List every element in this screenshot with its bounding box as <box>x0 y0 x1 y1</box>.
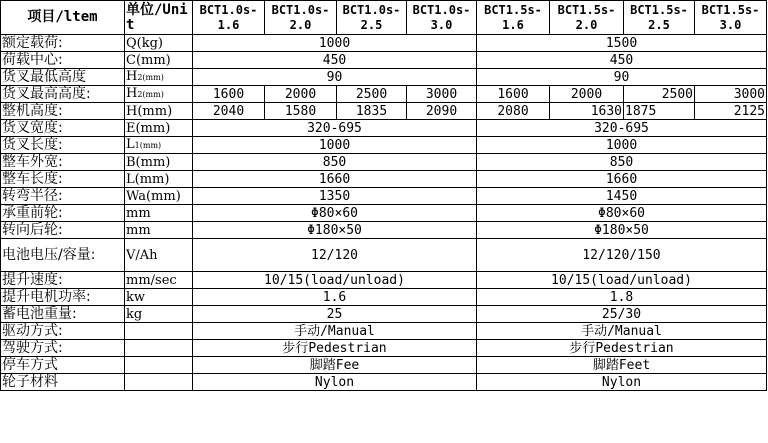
header-model: BCT1.0s-3.0 <box>407 1 477 35</box>
header-model: BCT1.5s-3.0 <box>695 1 767 35</box>
row-fork-length <box>1 137 767 154</box>
header-unit: 单位/Unit <box>125 1 193 35</box>
value-cell: 2040 <box>193 103 265 120</box>
value-cell: 2125 <box>695 103 767 120</box>
unit-sub: 2(mm) <box>137 73 164 82</box>
row-max-fork-height <box>1 86 767 103</box>
row-rear-wheel <box>1 222 767 239</box>
row-label: 驾驶方式: <box>1 340 125 357</box>
value-15t: 1500 <box>477 35 767 52</box>
row-label: 停车方式 <box>1 357 125 374</box>
value-cell: 2080 <box>477 103 550 120</box>
row-unit <box>125 86 193 103</box>
value-1t: Nylon <box>193 374 477 391</box>
header-row <box>1 1 767 35</box>
row-unit: V/Ah <box>125 239 193 272</box>
row-overall-length <box>1 171 767 188</box>
row-fork-width <box>1 120 767 137</box>
value-cell: 3000 <box>695 86 767 103</box>
row-label: 转向后轮: <box>1 222 125 239</box>
value-1t: 12/120 <box>193 239 477 272</box>
value-15t: 320-695 <box>477 120 767 137</box>
value-15t: 脚踏Feet <box>477 357 767 374</box>
row-label: 驱动方式: <box>1 323 125 340</box>
value-15t: 1450 <box>477 188 767 205</box>
value-cell: 1630 <box>550 103 624 120</box>
row-unit: kw <box>125 289 193 306</box>
row-label: 蓄电池重量: <box>1 306 125 323</box>
row-unit: kg <box>125 306 193 323</box>
row-battery <box>1 239 767 272</box>
header-model: BCT1.5s-2.0 <box>550 1 624 35</box>
value-cell: 2500 <box>624 86 695 103</box>
value-1t: Φ180×50 <box>193 222 477 239</box>
value-cell: 2500 <box>337 86 407 103</box>
row-label: 额定载荷: <box>1 35 125 52</box>
row-unit <box>125 323 193 340</box>
row-unit: H(mm) <box>125 103 193 120</box>
row-unit: Wa(mm) <box>125 188 193 205</box>
value-15t: 步行Pedestrian <box>477 340 767 357</box>
row-label: 承重前轮: <box>1 205 125 222</box>
row-operation-mode <box>1 340 767 357</box>
row-label: 货叉最低高度 <box>1 69 125 86</box>
value-cell: 2000 <box>550 86 624 103</box>
row-label: 轮子材料 <box>1 374 125 391</box>
row-unit <box>125 374 193 391</box>
row-lift-speed <box>1 272 767 289</box>
header-model: BCT1.5s-1.6 <box>477 1 550 35</box>
value-cell: 3000 <box>407 86 477 103</box>
row-label: 整机高度: <box>1 103 125 120</box>
row-rated-load <box>1 35 767 52</box>
header-model: BCT1.0s-2.0 <box>265 1 337 35</box>
value-15t: 1660 <box>477 171 767 188</box>
value-1t: 10/15(load/unload) <box>193 272 477 289</box>
row-battery-weight <box>1 306 767 323</box>
value-1t: 850 <box>193 154 477 171</box>
value-cell: 1600 <box>193 86 265 103</box>
value-cell: 2090 <box>407 103 477 120</box>
row-unit: C(mm) <box>125 52 193 69</box>
value-1t: 25 <box>193 306 477 323</box>
unit-sub: 1(mm) <box>134 141 162 150</box>
row-front-wheel <box>1 205 767 222</box>
value-cell: 1580 <box>265 103 337 120</box>
row-unit: E(mm) <box>125 120 193 137</box>
row-label: 转弯半径: <box>1 188 125 205</box>
row-unit: mm/sec <box>125 272 193 289</box>
value-1t: 步行Pedestrian <box>193 340 477 357</box>
value-15t: 1000 <box>477 137 767 154</box>
value-15t: 手动/Manual <box>477 323 767 340</box>
header-model: BCT1.0s-2.5 <box>337 1 407 35</box>
value-15t: 90 <box>477 69 767 86</box>
row-unit: mm <box>125 222 193 239</box>
row-label: 整车外宽: <box>1 154 125 171</box>
row-label: 整车长度: <box>1 171 125 188</box>
row-drive-mode <box>1 323 767 340</box>
row-unit: B(mm) <box>125 154 193 171</box>
header-item: 项目/ltem <box>1 1 125 35</box>
row-overall-height <box>1 103 767 120</box>
value-15t: Φ180×50 <box>477 222 767 239</box>
row-unit: Q(kg) <box>125 35 193 52</box>
value-1t: 1.6 <box>193 289 477 306</box>
row-label: 电池电压/容量: <box>1 239 125 272</box>
header-model: BCT1.0s-1.6 <box>193 1 265 35</box>
row-overall-width <box>1 154 767 171</box>
row-label: 提升速度: <box>1 272 125 289</box>
value-1t: 90 <box>193 69 477 86</box>
value-15t: 1.8 <box>477 289 767 306</box>
value-1t: 手动/Manual <box>193 323 477 340</box>
value-cell: 1835 <box>337 103 407 120</box>
value-15t: Nylon <box>477 374 767 391</box>
row-unit: L(mm) <box>125 171 193 188</box>
value-1t: 450 <box>193 52 477 69</box>
row-unit <box>125 137 193 154</box>
unit-main: H <box>126 69 138 84</box>
value-cell: 1875 <box>624 103 695 120</box>
value-1t: Φ80×60 <box>193 205 477 222</box>
value-1t: 1000 <box>193 137 477 154</box>
row-motor-power <box>1 289 767 306</box>
row-label: 货叉长度: <box>1 137 125 154</box>
row-wheel-material <box>1 374 767 391</box>
value-15t: 25/30 <box>477 306 767 323</box>
value-1t: 320-695 <box>193 120 477 137</box>
header-model: BCT1.5s-2.5 <box>624 1 695 35</box>
value-15t: 850 <box>477 154 767 171</box>
row-label: 荷载中心: <box>1 52 125 69</box>
row-label: 货叉宽度: <box>1 120 125 137</box>
row-min-fork-height <box>1 69 767 86</box>
row-label: 提升电机功率: <box>1 289 125 306</box>
row-unit <box>125 357 193 374</box>
value-1t: 1000 <box>193 35 477 52</box>
value-1t: 脚踏Fee <box>193 357 477 374</box>
row-unit: mm <box>125 205 193 222</box>
value-15t: 12/120/150 <box>477 239 767 272</box>
unit-sub: 2(mm) <box>137 90 164 99</box>
unit-main: H <box>126 86 138 101</box>
unit-main: L <box>126 137 135 152</box>
value-cell: 2000 <box>265 86 337 103</box>
value-cell: 1600 <box>477 86 550 103</box>
row-label: 货叉最高高度: <box>1 86 125 103</box>
row-turning-radius <box>1 188 767 205</box>
value-1t: 1350 <box>193 188 477 205</box>
row-unit <box>125 69 193 86</box>
row-unit <box>125 340 193 357</box>
row-parking <box>1 357 767 374</box>
value-15t: 10/15(load/unload) <box>477 272 767 289</box>
row-load-center <box>1 52 767 69</box>
value-1t: 1660 <box>193 171 477 188</box>
value-15t: 450 <box>477 52 767 69</box>
value-15t: Φ80×60 <box>477 205 767 222</box>
